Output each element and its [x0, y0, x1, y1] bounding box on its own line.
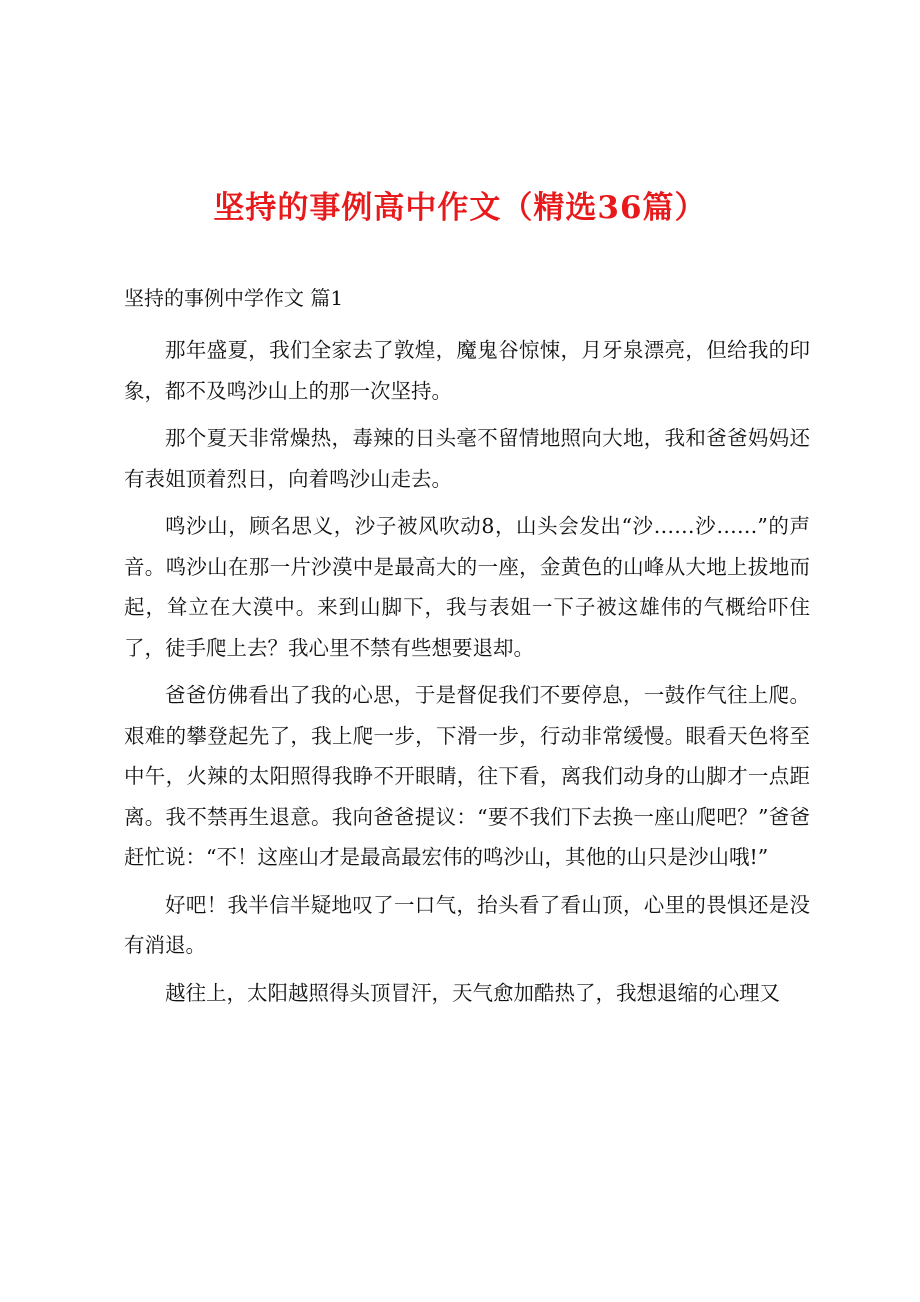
document-title: 坚持的事例高中作文（精选36篇） — [213, 190, 707, 226]
paragraph: 好吧！我半信半疑地叹了一口气，抬头看了看山顶，心里的畏惧还是没有消退。 — [124, 892, 810, 957]
article-body — [124, 330, 810, 1020]
paragraph: 那个夏天非常燥热，毒辣的日头毫不留情地照向大地，我和爸爸妈妈还有表姐顶着烈日，向着鸣沙山走去。 — [124, 426, 810, 491]
paragraph: 鸣沙山，顾名思义，沙子被风吹动8，山头会发出“沙……沙……”的声音。鸣沙山在那一片沙漠中是最高大的一座，金黄色的山峰从大地上拔地而起，耸立在大漠中。来到山脚下，我与表姐一下子被这雄伟的气概给吓住了，徒手爬上去？我心里不禁有些想要退却。 — [124, 514, 810, 660]
paragraph: 爸爸仿佛看出了我的心思，于是督促我们不要停息，一鼓作气往上爬。艰难的攀登起先了，我上爬一步，下滑一步，行动非常缓慢。眼看天色将至中午，火辣的太阳照得我睁不开眼睛，往下看，离我们动身的山脚才一点距离。我不禁再生退意。我向爸爸提议：“要不我们下去换一座山爬吧？”爸爸赶忙说：“不！这座山才是最高最宏伟的鸣沙山，其他的山只是沙山哦!” — [124, 683, 810, 869]
paragraph: 越往上，太阳越照得头顶冒汗，天气愈加酷热了，我想退缩的心理又 — [165, 980, 780, 1005]
section-heading: 坚持的事例中学作文 篇1 — [124, 286, 344, 310]
paragraph: 那年盛夏，我们全家去了敦煌，魔鬼谷惊悚，月牙泉漂亮，但给我的印象，都不及鸣沙山上的那一次坚持。 — [124, 338, 810, 403]
